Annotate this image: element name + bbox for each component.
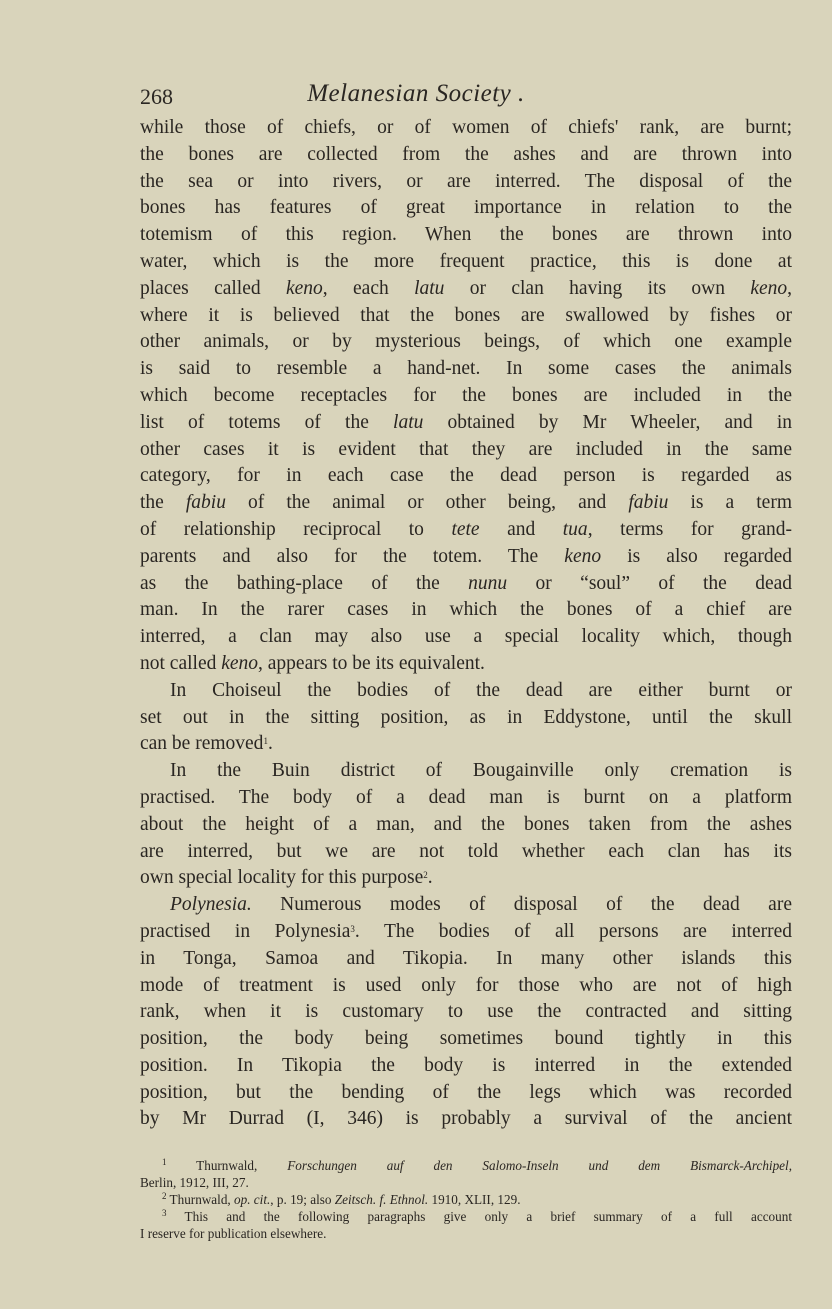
text-segment: about the height of a man, and the bones taken from the ashes (140, 813, 792, 835)
body-line (140, 839, 792, 866)
body-line (140, 597, 792, 624)
body-line (140, 973, 792, 1000)
text-segment: where it is believed that the bones are swallowed by fishes or (140, 304, 792, 326)
text-segment: are interred, but we are not told whether each clan has its (140, 840, 792, 862)
footnote-line (140, 1225, 792, 1242)
text-segment: while those of chiefs, or of women of chiefs' rank, are burnt; (140, 117, 792, 138)
text-segment: the bones are collected from the ashes and are thrown into (140, 143, 792, 165)
text-segment: not called (140, 652, 222, 674)
body-line (140, 1053, 792, 1080)
text-segment: . The bodies of all persons are interred (354, 920, 792, 942)
body-line (140, 142, 792, 169)
italic-text: op. cit. (234, 1192, 271, 1207)
footnote-line (140, 1208, 792, 1225)
text-segment: , each (322, 277, 415, 299)
text-segment: other cases it is evident that they are included in the same (140, 438, 792, 460)
footnote-line (140, 1157, 792, 1174)
body-line (140, 731, 792, 758)
text-segment: position, the body being sometimes bound tightly in this (140, 1028, 792, 1050)
italic-text: tete (451, 518, 480, 540)
text-segment: in Tonga, Samoa and Tikopia. In many other islands this (140, 947, 792, 969)
body-line (140, 919, 792, 946)
footnote-marker: 3 (350, 923, 355, 934)
text-segment: , (787, 277, 792, 299)
text-segment: , p. 19; also (270, 1192, 335, 1207)
text-segment: Thurnwald, (166, 1158, 288, 1173)
body-line (140, 195, 792, 222)
text-segment: is also regarded (601, 545, 792, 567)
body-line (140, 276, 792, 303)
text-segment: set out in the sitting position, as in Eddystone, until the skull (140, 706, 792, 728)
body-line (140, 437, 792, 464)
body-line (140, 463, 792, 490)
italic-text: tua (562, 518, 588, 540)
text-segment: of the animal or other being, and (225, 492, 629, 514)
text-segment: , (788, 1158, 793, 1173)
text-segment: category, for in each case the dead person is regarded as (140, 465, 792, 487)
text-segment: . (427, 867, 433, 889)
body-line (140, 651, 792, 678)
footnote-line (140, 1174, 792, 1191)
footnote-marker: 2 (423, 870, 428, 881)
text-segment: practised. The body of a dead man is burnt on a platform (140, 786, 792, 808)
text-segment: is a term (668, 492, 792, 514)
body-line (140, 705, 792, 732)
footnote-marker: 1 (162, 1157, 167, 1167)
text-segment: In Choiseul the bodies of the dead are either burnt or (170, 679, 792, 701)
body-line (140, 249, 792, 276)
italic-text: Polynesia. (170, 894, 252, 916)
italic-text: fabiu (628, 492, 669, 514)
text-segment: rank, when it is customary to use the contracted and sitting (140, 1001, 792, 1023)
italic-text: keno (750, 277, 788, 299)
text-segment: as the bathing-place of the (140, 572, 469, 594)
text-segment: interred, a clan may also use a special locality which, though (140, 626, 792, 648)
text-segment: own special locality for this purpose (140, 867, 424, 889)
footnote-marker: 3 (162, 1208, 167, 1218)
text-segment: Thurnwald, (166, 1192, 235, 1207)
body-line (140, 999, 792, 1026)
text-segment: is said to resemble a hand-net. In some cases the animals (140, 358, 792, 380)
text-segment: list of totems of the (140, 411, 394, 433)
text-segment: parents and also for the totem. The (140, 545, 565, 567)
body-line (140, 544, 792, 571)
body-line (140, 356, 792, 383)
body-line (140, 115, 792, 142)
body-line (140, 678, 792, 705)
text-segment: position, but the bending of the legs which was recorded (140, 1081, 792, 1103)
italic-text: latu (393, 411, 424, 433)
italic-text: keno (285, 277, 323, 299)
body-line (140, 865, 792, 892)
body-line (140, 303, 792, 330)
body-line (140, 517, 792, 544)
body-line (140, 758, 792, 785)
body-line (140, 892, 792, 919)
body-line (140, 812, 792, 839)
text-segment: man. In the rarer cases in which the bones of a chief are (140, 599, 792, 621)
text-segment: can be removed (140, 733, 264, 755)
body-line (140, 624, 792, 651)
text-segment: . (267, 733, 273, 755)
italic-text: Zeitsch. f. Ethnol. (334, 1192, 429, 1207)
page-number: 268 (140, 84, 173, 109)
body-line (140, 383, 792, 410)
italic-text: fabiu (185, 492, 226, 514)
italic-text: latu (414, 277, 445, 299)
text-segment: I reserve for publication elsewhere. (140, 1226, 327, 1241)
text-segment: totemism of this region. When the bones are thrown into (140, 224, 792, 246)
body-line (140, 329, 792, 356)
body-line (140, 1026, 792, 1053)
footnote-marker: 2 (162, 1191, 167, 1201)
text-segment: mode of treatment is used only for those who are not of high (140, 974, 792, 996)
text-segment: 1910, XLII, 129. (428, 1192, 521, 1207)
text-segment: Numerous modes of disposal of the dead are (251, 894, 792, 916)
body-line (140, 1106, 792, 1133)
text-segment: practised in Polynesia (140, 920, 351, 942)
italic-text: keno (564, 545, 602, 567)
body-line (140, 490, 792, 517)
text-segment: In the Buin district of Bougainville only cremation is (170, 760, 792, 782)
body-line (140, 785, 792, 812)
text-segment: bones has features of great importance in relation to the (140, 197, 792, 219)
body-line (140, 571, 792, 598)
footnote-marker: 1 (263, 736, 268, 747)
text-segment: by Mr Durrad (I, 346) is probably a survival of the ancient (140, 1108, 792, 1130)
body-line (140, 169, 792, 196)
text-segment: This and the following paragraphs give only a brief summary of a full account (166, 1209, 792, 1224)
text-segment: Berlin, 1912, III, 27. (140, 1175, 249, 1190)
text-segment: , terms for grand- (587, 518, 792, 540)
text-segment: the sea or into rivers, or are interred. The disposal of the (140, 170, 792, 192)
footnotes (140, 1157, 792, 1242)
text-segment: , appears to be its equivalent. (258, 652, 485, 674)
text-segment: obtained by Mr Wheeler, and in (423, 411, 792, 433)
text-segment: and (479, 518, 563, 540)
body-line (140, 222, 792, 249)
italic-text: keno (221, 652, 259, 674)
text-segment: or “soul” of the dead (507, 572, 792, 594)
running-title: Melanesian Society . (307, 80, 525, 107)
text-segment: or clan having its own (444, 277, 751, 299)
body-text (140, 115, 792, 1133)
text-segment: water, which is the more frequent practice, this is done at (140, 250, 792, 272)
text-segment: position. In Tikopia the body is interred in the extended (140, 1054, 792, 1076)
text-segment: places called (140, 277, 286, 299)
text-segment: the (140, 492, 186, 514)
text-segment: of relationship reciprocal to (140, 518, 452, 540)
body-line (140, 410, 792, 437)
body-line (140, 1080, 792, 1107)
text-segment: other animals, or by mysterious beings, of which one example (140, 331, 792, 353)
italic-text: nunu (468, 572, 508, 594)
italic-text: Forschungen auf den Salomo-Inseln und dem Bismarck-Archipel (287, 1158, 789, 1173)
footnote-line (140, 1191, 792, 1208)
body-line (140, 946, 792, 973)
text-segment: which become receptacles for the bones are included in the (140, 384, 792, 406)
